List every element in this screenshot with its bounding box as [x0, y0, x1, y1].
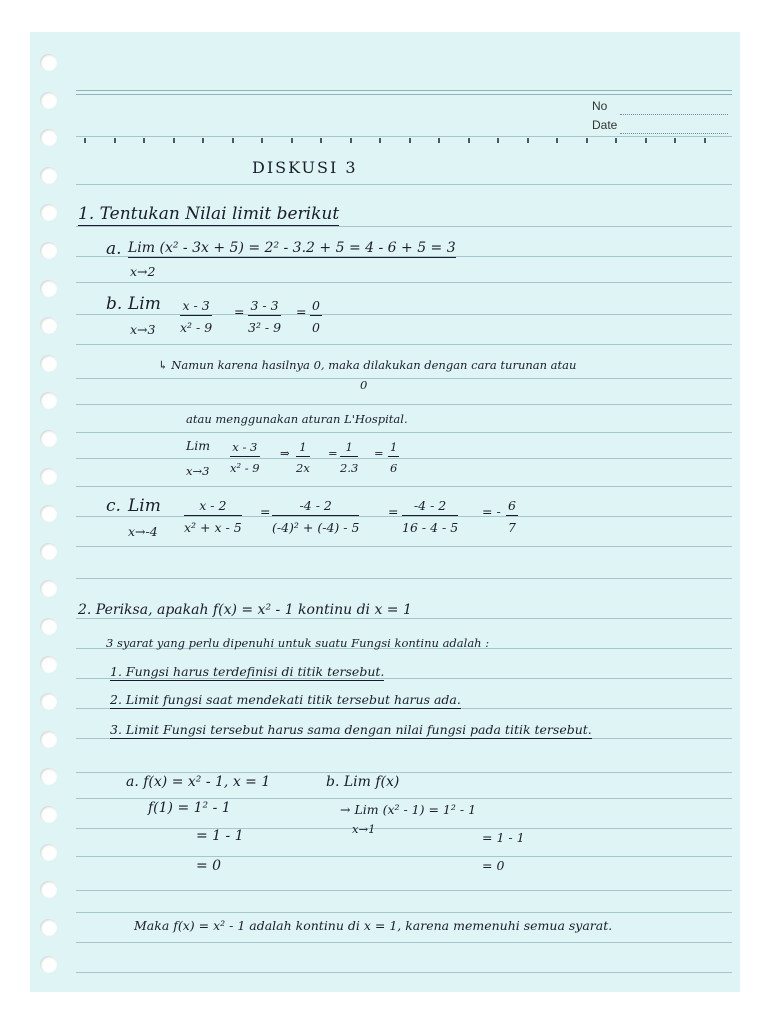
q2a-line-3: = 0 — [196, 858, 222, 874]
q1c-fraction-2: $\frac{-4 - 2}{\text{(-4)² + (-4) - 5}}$ — [272, 498, 360, 535]
q1b-note-line-2: atau menggunakan aturan L'Hospital. — [186, 412, 408, 426]
binder-hole — [40, 618, 57, 635]
binder-hole — [40, 656, 57, 673]
ruler-tick — [379, 138, 381, 143]
q1b-hospital-fraction-4: $\frac{1}{6}$ — [390, 440, 398, 475]
ruler-tick — [586, 138, 588, 143]
q1b-hospital-fraction-2: $\frac{1}{2x}$ — [296, 440, 310, 475]
q2-intro: 3 syarat yang perlu dipenuhi untuk suatu Fungsi kontinu adalah : — [106, 636, 490, 650]
ruler-tick — [84, 138, 86, 143]
q1b-subscript: x→3 — [130, 322, 156, 337]
ruled-line — [76, 972, 732, 973]
ruler-tick — [350, 138, 352, 143]
q2-heading: 2. Periksa, apakah f(x) = x² - 1 kontinu di x = 1 — [78, 602, 412, 618]
ruler-tick — [202, 138, 204, 143]
ruler-tick — [468, 138, 470, 143]
binder-hole — [40, 468, 57, 485]
ruler-tick — [173, 138, 175, 143]
q2a-line-1: f(1) = 1² - 1 — [148, 800, 231, 816]
binder-hole — [40, 543, 57, 560]
binder-hole — [40, 317, 57, 334]
q1c-equals-3: = - — [482, 504, 501, 519]
q1b-equals-1: = — [234, 304, 245, 319]
ruled-line — [76, 546, 732, 547]
q1b-lim: Lim — [128, 294, 161, 314]
ruled-line — [76, 486, 732, 487]
q1c-fraction-1: $\frac{x - 2}{\text{x² + x - 5}}$ — [184, 498, 242, 535]
date-line — [620, 133, 728, 134]
ruler-tick — [615, 138, 617, 143]
ruler-tick — [645, 138, 647, 143]
ruler-tick — [143, 138, 145, 143]
ruled-line — [76, 344, 732, 345]
ruler-tick — [261, 138, 263, 143]
binder-hole — [40, 242, 57, 259]
q1c-fraction-3: $\frac{-4 - 2}{16 - 4 - 5}$ — [402, 498, 459, 535]
binder-hole — [40, 167, 57, 184]
q1c-fraction-4: $\frac{6}{7}$ — [508, 498, 516, 535]
no-label: No — [592, 99, 608, 113]
q2b-heading: b. Lim f(x) — [326, 774, 400, 790]
ruler-tick — [114, 138, 116, 143]
q1b-fraction-3: $\frac{0}{0}$ — [312, 298, 320, 335]
binder-hole — [40, 54, 57, 71]
ruled-line — [76, 856, 732, 857]
ruled-line — [76, 404, 732, 405]
notebook-paper — [30, 32, 740, 992]
q2a-heading: a. f(x) = x² - 1, x = 1 — [126, 774, 271, 790]
q1b-note-line-1: ↳ Namun karena hasilnya 0, maka dilakukan dengan cara turunan atau — [158, 358, 577, 372]
q1c-label: c. — [106, 496, 121, 516]
binder-hole — [40, 505, 57, 522]
binder-hole — [40, 280, 57, 297]
q1b-fraction-2: $\frac{3 - 3}{\text{3² - 9}}$ — [248, 298, 282, 335]
q2-conclusion: Maka f(x) = x² - 1 adalah kontinu di x = 1, karena memenuhi semua syarat. — [134, 918, 613, 933]
q1b-hospital-fraction-3: $\frac{1}{2.3}$ — [340, 440, 359, 475]
q2-condition-2: 2. Limit fungsi saat mendekati titik tersebut harus ada. — [110, 692, 461, 707]
ruled-line — [76, 828, 732, 829]
ruler-tick — [527, 138, 529, 143]
q2a-line-2: = 1 - 1 — [196, 828, 244, 844]
ruled-line — [76, 378, 732, 379]
ruled-line — [76, 314, 732, 315]
binder-hole — [40, 768, 57, 785]
ruled-line — [76, 458, 732, 459]
q1a-subscript: x→2 — [130, 264, 156, 279]
ruled-line — [76, 798, 732, 799]
ruled-line — [76, 578, 732, 579]
q1-heading: 1. Tentukan Nilai limit berikut — [78, 204, 340, 224]
ruler-tick — [409, 138, 411, 143]
binder-hole — [40, 392, 57, 409]
ruled-line — [76, 282, 732, 283]
q1b-hospital-arrow: ⇒ — [280, 446, 290, 460]
no-line — [620, 114, 728, 115]
binder-hole — [40, 919, 57, 936]
binder-hole — [40, 430, 57, 447]
q2b-line-3: = 0 — [482, 858, 505, 873]
q1b-hospital-equals-2: = — [374, 446, 384, 460]
ruler-tick — [291, 138, 293, 143]
q1b-label: b. — [106, 294, 123, 314]
q2b-line-1: → Lim (x² - 1) = 1² - 1 — [340, 802, 477, 817]
q1b-hospital-lim: Lim — [186, 438, 211, 453]
binder-hole — [40, 693, 57, 710]
binder-hole — [40, 731, 57, 748]
ruled-line — [76, 226, 732, 227]
q1b-equals-2: = — [296, 304, 307, 319]
q1c-subscript: x→-4 — [128, 524, 158, 539]
binder-hole — [40, 92, 57, 109]
q1b-hospital-equals-1: = — [328, 446, 338, 460]
ruler-tick — [674, 138, 676, 143]
tick-marks — [76, 138, 732, 144]
ruler-tick — [232, 138, 234, 143]
q1c-equals-2: = — [388, 504, 399, 519]
binder-hole — [40, 806, 57, 823]
ruled-line — [76, 136, 732, 137]
q1c-lim: Lim — [128, 496, 161, 516]
q1c-equals-1: = — [260, 504, 271, 519]
q2b-line-2: = 1 - 1 — [482, 830, 525, 845]
ruler-tick — [320, 138, 322, 143]
binder-hole — [40, 355, 57, 372]
binder-hole — [40, 881, 57, 898]
binder-hole — [40, 956, 57, 973]
q1b-fraction-1: $\frac{x - 3}{\text{x² - 9}}$ — [180, 298, 213, 335]
q1b-note-denominator: 0 — [360, 378, 368, 392]
q2-condition-1: 1. Fungsi harus terdefinisi di titik tersebut. — [110, 664, 385, 679]
q1b-hospital-subscript: x→3 — [186, 464, 210, 478]
ruled-line — [76, 912, 732, 913]
ruled-line — [76, 942, 732, 943]
ruled-line — [76, 890, 732, 891]
q1a-expression: Lim (x² - 3x + 5) = 2² - 3.2 + 5 = 4 - 6 + 5 = 3 — [128, 240, 456, 256]
q1b-hospital-fraction-1: $\frac{x - 3}{\text{x² - 9}}$ — [230, 440, 260, 475]
ruled-line — [76, 90, 732, 91]
binder-hole — [40, 844, 57, 861]
binder-hole — [40, 129, 57, 146]
ruled-line — [76, 94, 732, 95]
ruler-tick — [438, 138, 440, 143]
q2-condition-3: 3. Limit Fungsi tersebut harus sama dengan nilai fungsi pada titik tersebut. — [110, 722, 592, 737]
ruler-tick — [704, 138, 706, 143]
page-title: DISKUSI 3 — [252, 158, 358, 177]
q2b-subscript: x→1 — [352, 822, 376, 836]
q1a-label: a. — [106, 239, 122, 259]
ruled-line — [76, 184, 732, 185]
binder-holes — [30, 32, 70, 992]
ruled-line — [76, 772, 732, 773]
binder-hole — [40, 204, 57, 221]
ruler-tick — [497, 138, 499, 143]
date-label: Date — [592, 118, 618, 132]
ruler-tick — [556, 138, 558, 143]
ruled-line — [76, 618, 732, 619]
ruled-line — [76, 432, 732, 433]
binder-hole — [40, 580, 57, 597]
